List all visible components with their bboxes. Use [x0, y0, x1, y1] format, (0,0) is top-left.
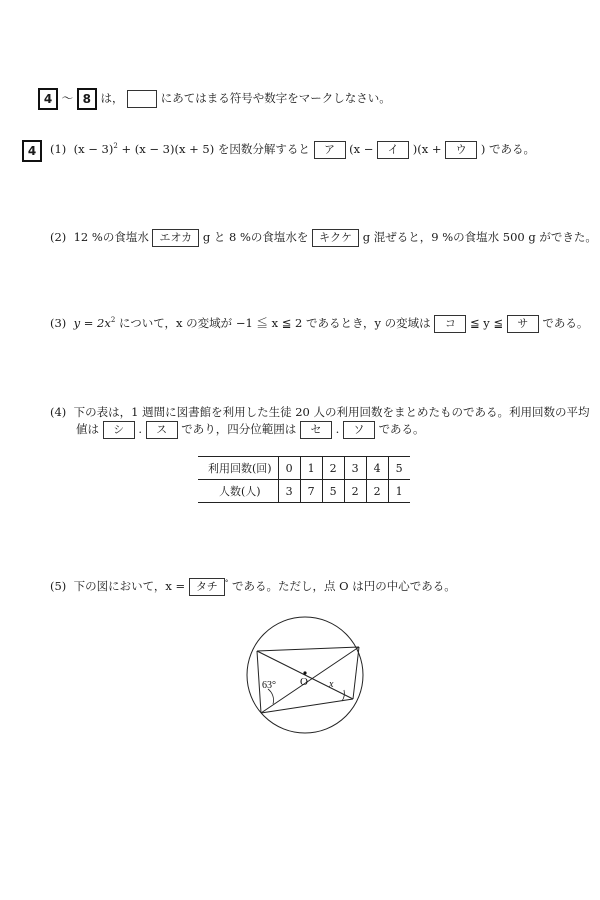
- answer-box-u[interactable]: ウ: [445, 141, 477, 159]
- angle-arc-63: [268, 689, 274, 704]
- answer-box-su[interactable]: ス: [146, 421, 178, 439]
- degree-symbol: °: [224, 579, 229, 588]
- q4-part-4-line-2: [76, 421, 425, 439]
- decimal-point: .: [335, 422, 340, 436]
- text-2: g と 8 %の食塩水を: [202, 230, 309, 244]
- part-label: (1): [50, 142, 67, 156]
- table-cell: 1: [388, 480, 410, 503]
- table-header-cell: 利用回数(回): [198, 457, 278, 480]
- text-4: である。: [542, 316, 589, 330]
- tilde: ～: [61, 91, 74, 105]
- text-2: について，x の変域が −1 ≦ x ≦ 2 であるとき，y の変域は: [118, 316, 431, 330]
- line-1: 下の表は，1 週間に図書館を利用した生徒 20 人の利用回数をまとめたものである。利用回数の平均: [73, 405, 590, 419]
- table-cell: 7: [300, 480, 322, 503]
- function-expr: y = 2x: [73, 316, 111, 330]
- text-a: 値は: [76, 422, 99, 436]
- table-cell: 2: [366, 480, 388, 503]
- text-c: である。: [378, 422, 425, 436]
- table-row: [198, 457, 410, 480]
- angle-arc-x: [342, 690, 344, 701]
- chord-left: [257, 651, 261, 713]
- answer-box-so[interactable]: ソ: [343, 421, 375, 439]
- blank-answer-box: [127, 90, 157, 108]
- table-cell: 5: [322, 480, 344, 503]
- answer-box-ko[interactable]: コ: [434, 315, 466, 333]
- table-cell: 3: [344, 457, 366, 480]
- question-number-box: 4: [22, 140, 42, 162]
- answer-box-shi[interactable]: シ: [103, 421, 135, 439]
- expr-b: + (x − 3)(x + 5) を因数分解すると: [121, 142, 310, 156]
- center-label-o: O: [300, 676, 308, 688]
- q4-part-2: [50, 229, 597, 247]
- table-cell: 0: [278, 457, 300, 480]
- factor-part-1: (x −: [349, 142, 374, 156]
- answer-box-i[interactable]: イ: [377, 141, 409, 159]
- table-cell: 3: [278, 480, 300, 503]
- decimal-point: .: [138, 422, 142, 436]
- exponent: 2: [113, 142, 118, 151]
- table-cell: 2: [344, 480, 366, 503]
- chord-bottom: [261, 699, 353, 713]
- factor-part-2: )(x +: [412, 142, 442, 156]
- angle-label-63: 63°: [262, 680, 276, 691]
- text-1: 12 %の食塩水: [73, 230, 149, 244]
- table-row: [198, 480, 410, 503]
- angle-label-x: x: [329, 679, 334, 690]
- text-1: 下の図において，x =: [73, 579, 186, 593]
- answer-box-se[interactable]: セ: [300, 421, 332, 439]
- q4-part-3: [50, 315, 588, 333]
- text-b: であり，四分位範囲は: [181, 422, 297, 436]
- table-cell: 2: [322, 457, 344, 480]
- chord-diameter: [257, 651, 353, 699]
- answer-box-tachi[interactable]: タチ: [189, 578, 225, 596]
- q4-part-4-line-1: [50, 404, 590, 420]
- table-cell: 1: [300, 457, 322, 480]
- instructions-text-end: にあてはまる符号や数字をマークしなさい。: [160, 91, 391, 105]
- table-cell: 5: [388, 457, 410, 480]
- circle-figure: [240, 610, 370, 740]
- start-question-box: 4: [38, 88, 58, 110]
- part-label: (3): [50, 316, 67, 330]
- answer-box-a[interactable]: ア: [314, 141, 346, 159]
- answer-box-kikuke[interactable]: キクケ: [312, 229, 359, 247]
- text-3: ≦ y ≦: [470, 316, 504, 330]
- frequency-table: [198, 456, 410, 503]
- end-question-box: 8: [77, 88, 97, 110]
- part-label: (5): [50, 579, 67, 593]
- chord-top: [257, 647, 359, 651]
- table-header-cell: 人数(人): [198, 480, 278, 503]
- factor-part-3: ) である。: [480, 142, 535, 156]
- part-label: (4): [50, 405, 67, 419]
- exponent: 2: [110, 316, 116, 325]
- instructions-text-mid: は，: [100, 91, 124, 105]
- q4-part-5: [50, 578, 456, 596]
- part-label: (2): [50, 230, 67, 244]
- text-3: g 混ぜると，9 %の食塩水 500 g ができた。: [362, 230, 597, 244]
- text-2: である。ただし，点 O は円の中心である。: [231, 579, 456, 593]
- question-4-marker: [22, 140, 42, 162]
- chord-right: [353, 647, 359, 699]
- frequency-table-wrap: [198, 456, 410, 503]
- q4-part-1: [50, 141, 535, 159]
- answer-box-ekaoka[interactable]: エオカ: [152, 229, 199, 247]
- answer-box-sa[interactable]: サ: [507, 315, 539, 333]
- instructions-line: [38, 88, 391, 110]
- expr-a: (x − 3): [73, 142, 114, 156]
- center-point: [303, 671, 306, 674]
- table-cell: 4: [366, 457, 388, 480]
